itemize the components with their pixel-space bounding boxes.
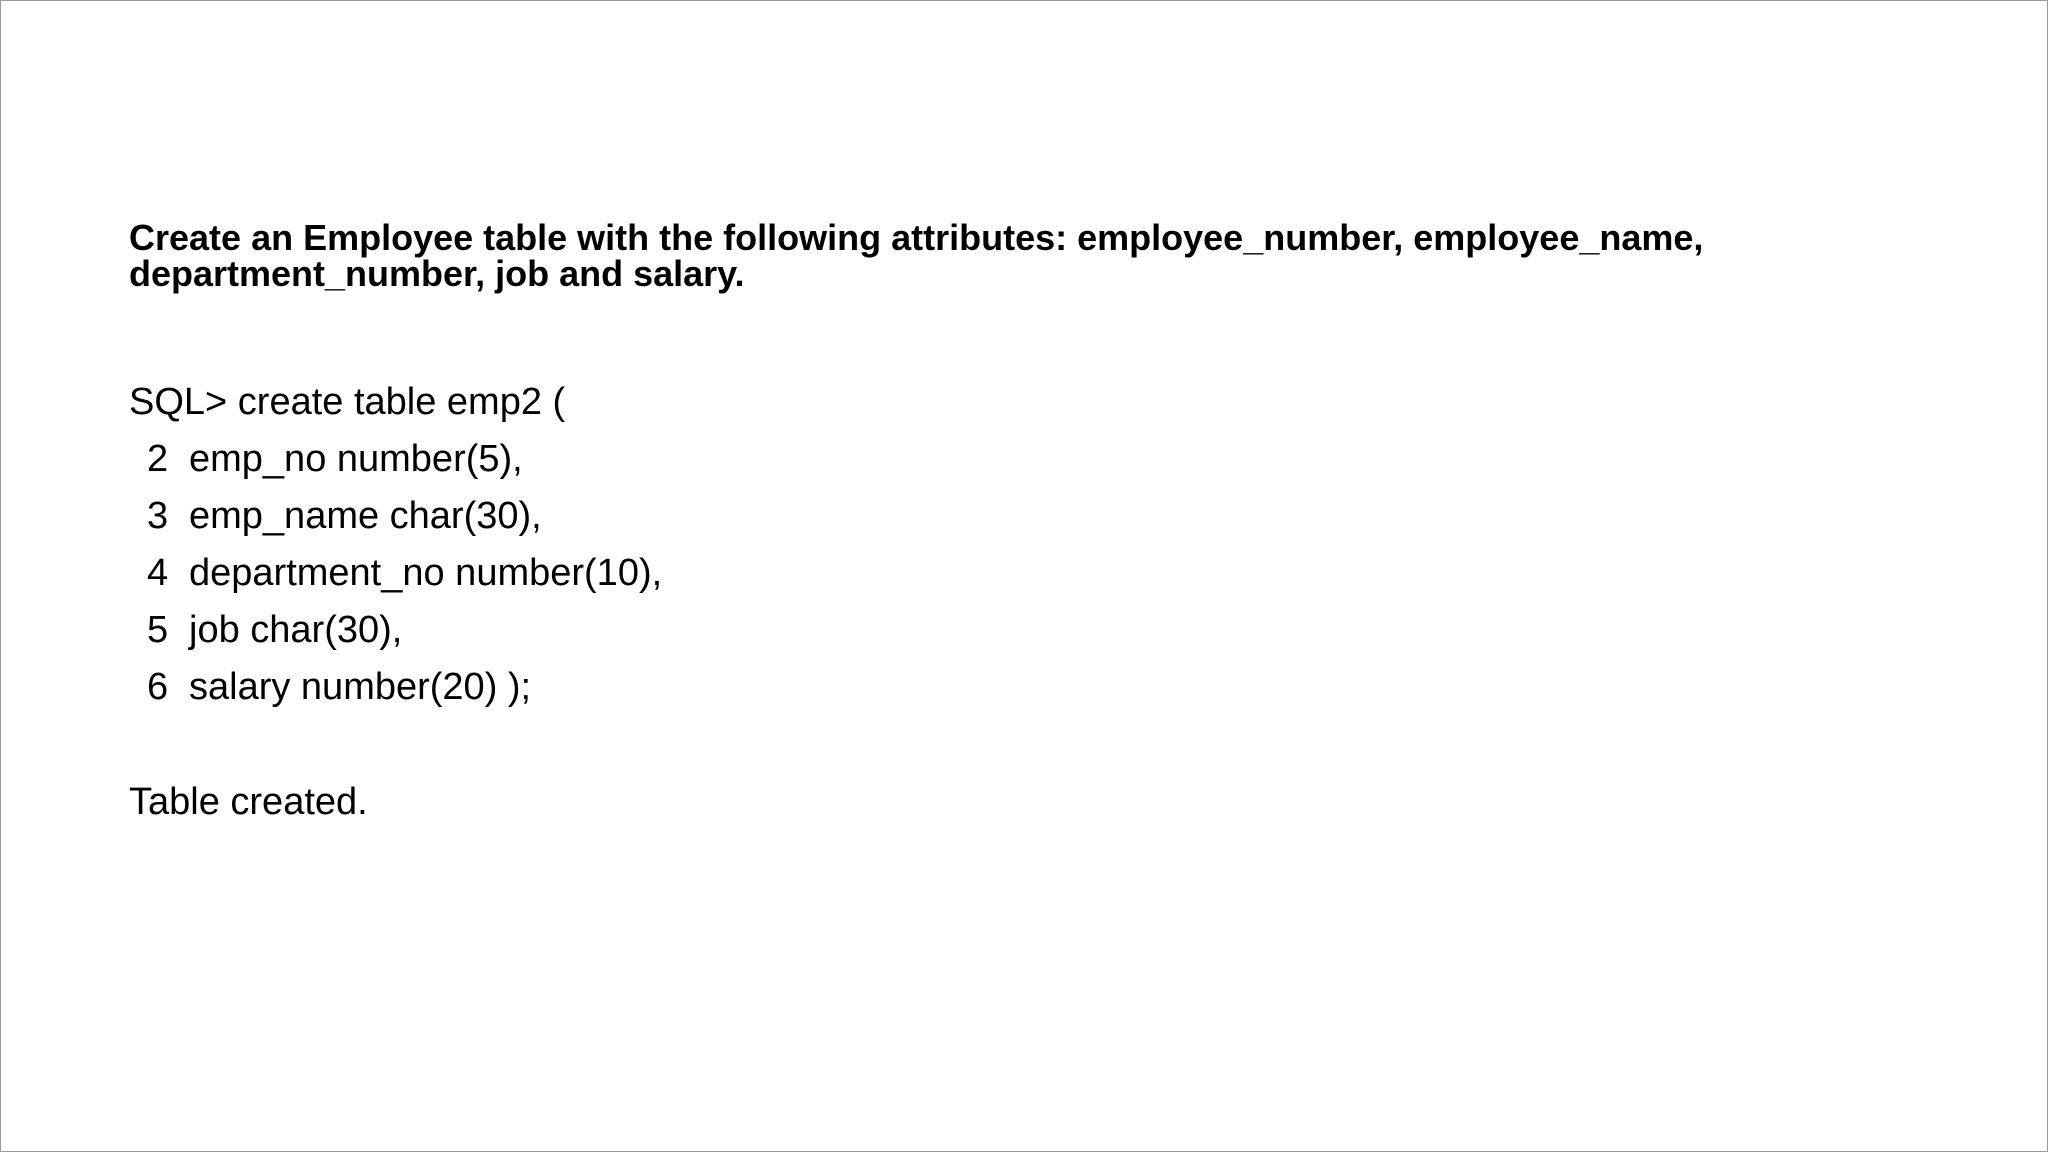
sql-line-number: 4 bbox=[147, 552, 169, 594]
sql-line bbox=[129, 488, 662, 545]
sql-line-text: department_no number(10), bbox=[189, 552, 663, 594]
sql-line bbox=[129, 545, 662, 602]
sql-line-text: job char(30), bbox=[189, 609, 403, 651]
sql-line-number: 5 bbox=[147, 609, 169, 651]
task-heading-line-2: department_number, job and salary. bbox=[129, 253, 745, 294]
sql-line-number: 2 bbox=[147, 438, 169, 480]
sql-prompt-line: SQL> create table emp2 ( bbox=[129, 381, 566, 423]
task-heading bbox=[129, 217, 1969, 294]
sql-line-text: emp_name char(30), bbox=[189, 495, 542, 537]
sql-line-text: emp_no number(5), bbox=[189, 438, 523, 480]
sql-line bbox=[129, 602, 662, 659]
sql-line-number: 3 bbox=[147, 495, 169, 537]
sql-statement bbox=[129, 374, 662, 716]
result-message: Table created. bbox=[129, 781, 368, 823]
sql-line bbox=[129, 431, 662, 488]
sql-line-number: 6 bbox=[147, 666, 169, 708]
task-heading-line-1: Create an Employee table with the following attributes: employee_number, employee_name, bbox=[129, 217, 1704, 258]
sql-line bbox=[129, 659, 662, 716]
sql-line-text: salary number(20) ); bbox=[189, 666, 532, 708]
